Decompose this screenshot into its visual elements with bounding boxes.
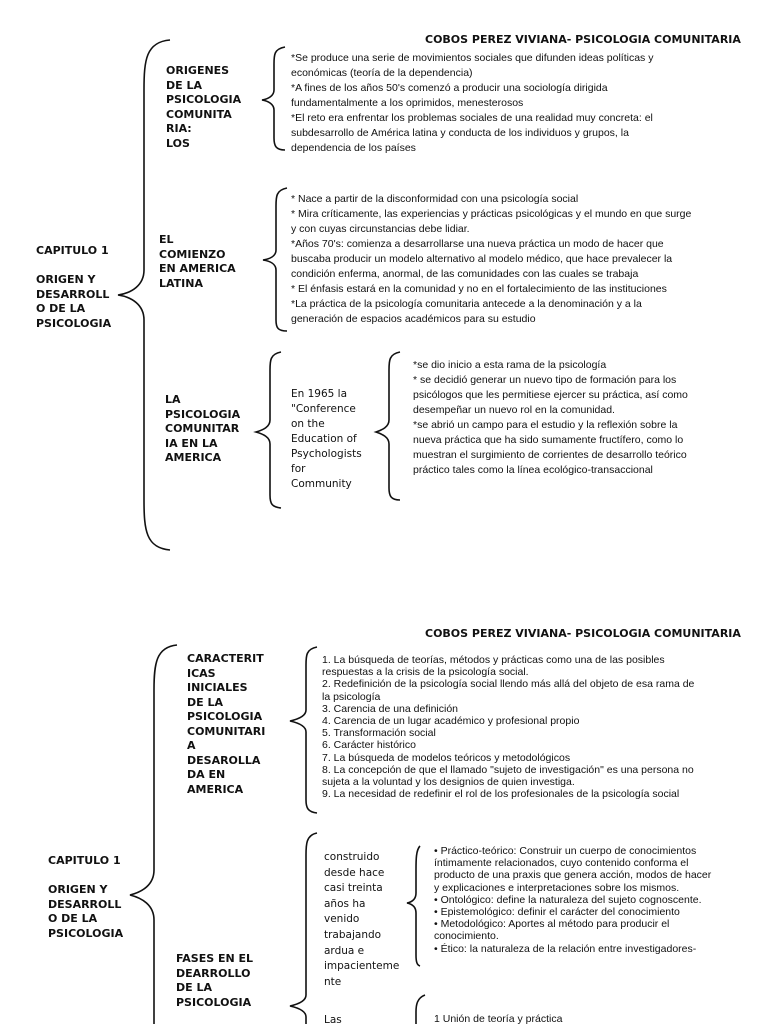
page1-chapter-label: CAPITULO 1 ORIGEN Y DESARROLL O DE LA PSICOLOGIA bbox=[36, 244, 112, 330]
page1-header: COBOS PEREZ VIVIANA- PSICOLOGIA COMUNITARIA bbox=[425, 33, 741, 46]
fases-text-2: 1 Unión de teoría y práctica bbox=[434, 1013, 563, 1025]
fases-inner-brace-2 bbox=[416, 995, 425, 1024]
page2-main-brace bbox=[130, 645, 177, 1024]
page2-header: COBOS PEREZ VIVIANA- PSICOLOGIA COMUNITARIA bbox=[425, 627, 741, 640]
fases-label: FASES EN EL DEARROLLO DE LA PSICOLOGIA bbox=[176, 952, 254, 1009]
comienzo-label: EL COMIENZO EN AMERICA LATINA bbox=[159, 233, 236, 290]
origenes-label: ORIGENES DE LA PSICOLOGIA COMUNITA RIA: LOS bbox=[166, 64, 242, 150]
comienzo-text: * Nace a partir de la disconformidad con una psicología social * Mira críticamente, las experiencias y prácticas psicológicas y el mundo en que surge y con cuyas circunstancias debe lidiar. *Años 70's: comienza a desarrollarse una nueva práctica un modo de hacer que buscaba producir un modelo alternativo al modelo médico, que hace prevalecer la condición enferma, anormal, de las comunidades con las cuales se trabaja * El énfasis estará en la comunidad y no en el fortalecimiento de las instituciones *La práctica de la psicología comunitaria antecede a la denominación y a la generación de espacios académicos para su estudio bbox=[291, 193, 692, 325]
psicologia-comunitaria-label: LA PSICOLOGIA COMUNITAR IA EN LA AMERICA bbox=[165, 393, 241, 464]
fases-mid-text-2: Las bbox=[324, 1014, 342, 1026]
fases-mid-text: construido desde hace casi treinta años ha venido trabajando ardua e impacienteme nte bbox=[324, 851, 400, 988]
fases-text: • Práctico-teórico: Construir un cuerpo de conocimientos íntimamente relacionados, cuyo contenido conforma el producto de una praxis que genera acción, modos de hacer y explicaciones e interpretaciones sobre los mismos. • Ontológico: define la naturaleza del sujeto cognoscente. • Epistemológico: definir el carácter del conocimiento • Metodológico: Aportes al método para producir el conocimiento. • Ético: la naturaleza de la relación entre investigadores- bbox=[434, 845, 712, 955]
psicologia-comunitaria-text: *se dio inicio a esta rama de la psicología * se decidió generar un nuevo tipo de formación para los psicólogos que les permitiese ejercer su práctica, así como desempeñar un nuevo rol en la comunidad. *se abrió un campo para el estudio y la reflexión sobre la nueva práctica que ha sido sumamente fructífero, como lo muestran el surgimiento de corrientes de desarrollo teórico práctico tales como la línea ecológico-transaccional bbox=[413, 359, 688, 476]
caracteristicas-text: 1. La búsqueda de teorías, métodos y prácticas como una de las posibles respuestas a la crisis de la psicología social. 2. Redefinición de la psicología social llendo más allá del objeto de esa rama de la psicología 3. Carencia de una definición 4. Carencia de un lugar académico y profesional propio 5. Transformación social 6. Carácter histórico 7. La búsqueda de modelos teóricos y metodológicos 8. La concepción de que el llamado "sujeto de investigación" es una persona no sujeta a la voluntad y los designios de quien investiga. 9. La necesidad de redefinir el rol de los profesionales de la psicología social bbox=[322, 654, 695, 801]
psicologia-comunitaria-mid-text: En 1965 la "Conference on the Education of Psychologists for Community bbox=[291, 388, 362, 490]
origenes-text: *Se produce una serie de movimientos sociales que difunden ideas políticas y económicas (teoría de la dependencia) *A fines de los años 50's comenzó a producir una sociología dirigida fundamentalmente a los oprimidos, menesterosos *El reto era enfrentar los problemas sociales de una realidad muy concreta: el subdesarrollo de América latina y conducta de los individuos y grupos, la dependencia de los países bbox=[291, 52, 654, 154]
fases-brace bbox=[290, 833, 317, 1024]
caracteristicas-brace bbox=[290, 647, 317, 813]
page2-chapter-label: CAPITULO 1 ORIGEN Y DESARROLL O DE LA PSICOLOGIA bbox=[48, 854, 124, 940]
caracteristicas-label: CARACTERIT ICAS INICIALES DE LA PSICOLOGIA COMUNITARI A DESAROLLA DA EN AMERICA bbox=[187, 652, 266, 796]
